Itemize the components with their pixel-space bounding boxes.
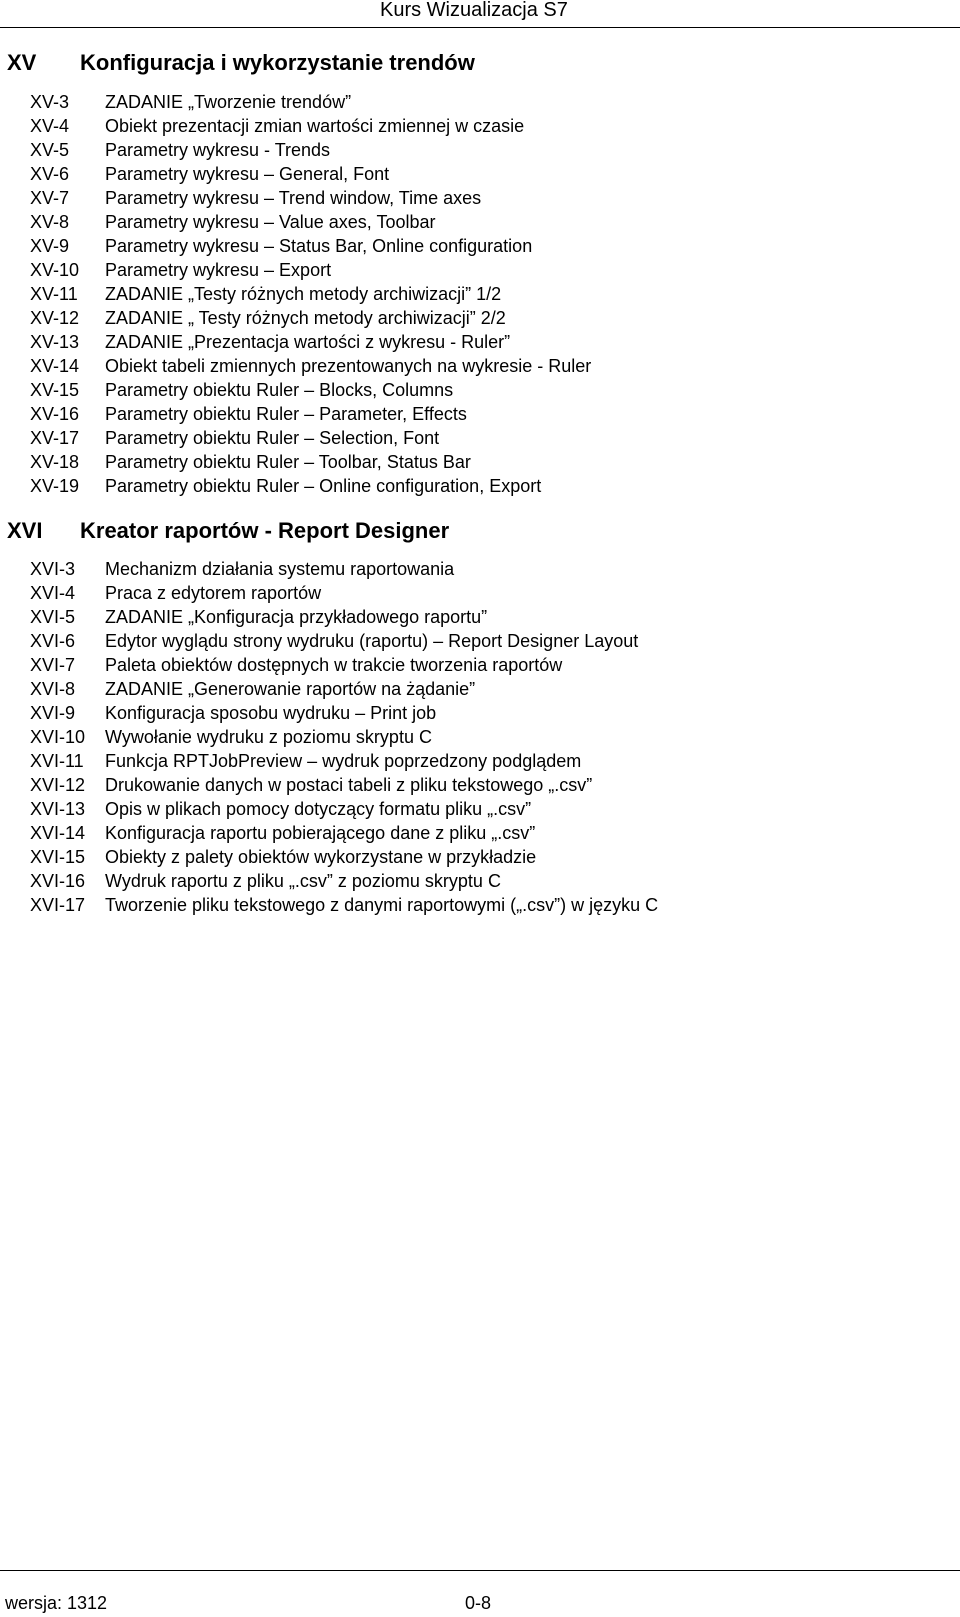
header-divider — [0, 27, 960, 28]
toc-entry-code: XV-16 — [30, 404, 80, 424]
toc-entry-title: Parametry wykresu – Status Bar, Online configuration — [105, 236, 533, 256]
toc-entry-code: XVI-6 — [30, 631, 76, 651]
toc-entry-title: Parametry obiektu Ruler – Selection, Font — [105, 428, 440, 448]
toc-entry-title: Obiekt tabeli zmiennych prezentowanych na wykresie - Ruler — [105, 356, 592, 376]
toc-entry-title: Praca z edytorem raportów — [105, 583, 322, 603]
toc-entry-code: XV-9 — [30, 236, 70, 256]
toc-entry-title: Konfiguracja sposobu wydruku – Print job — [105, 703, 437, 723]
toc-entry-code: XV-10 — [30, 260, 80, 280]
footer-page-number: 0-8 — [465, 1593, 492, 1613]
toc-entry-title: Parametry wykresu – Value axes, Toolbar — [105, 212, 436, 232]
toc-entry-title: ZADANIE „Generowanie raportów na żądanie” — [105, 679, 476, 699]
toc-entry-title: Wywołanie wydruku z poziomu skryptu C — [105, 727, 432, 747]
toc-entry-title: Tworzenie pliku tekstowego z danymi raportowymi („.csv”) w języku C — [105, 895, 659, 915]
toc-entry-code: XVI-12 — [30, 775, 86, 795]
toc-entry-code: XV-12 — [30, 308, 80, 328]
toc-entry-code: XV-7 — [30, 188, 70, 208]
toc-entry-title: Parametry obiektu Ruler – Blocks, Columns — [105, 380, 454, 400]
section-title: Konfiguracja i wykorzystanie trendów — [80, 50, 475, 75]
toc-entry-code: XV-3 — [30, 92, 70, 112]
header-title: Kurs Wizualizacja S7 — [380, 0, 568, 21]
toc-entry-code: XVI-4 — [30, 583, 76, 603]
toc-entry-code: XVI-9 — [30, 703, 76, 723]
toc-entry-title: ZADANIE „Tworzenie trendów” — [105, 92, 352, 112]
toc-entry-title: ZADANIE „Konfiguracja przykładowego raportu” — [105, 607, 488, 627]
toc-entry-code: XVI-11 — [30, 751, 84, 771]
toc-entry-title: Parametry wykresu – General, Font — [105, 164, 390, 184]
page-header — [0, 0, 960, 26]
toc-entry-title: ZADANIE „Prezentacja wartości z wykresu - Ruler” — [105, 332, 511, 352]
toc-entry-title: Edytor wyglądu strony wydruku (raportu) – Report Designer Layout — [105, 631, 639, 651]
section-number: XVI — [7, 518, 43, 543]
toc-entry-code: XV-11 — [30, 284, 78, 304]
toc-entry-title: Parametry wykresu – Trend window, Time axes — [105, 188, 482, 208]
toc-entry-title: Parametry obiektu Ruler – Toolbar, Status Bar — [105, 452, 471, 472]
footer-divider — [0, 1570, 960, 1571]
toc-entry-code: XV-18 — [30, 452, 80, 472]
toc-entry-title: Obiekty z palety obiektów wykorzystane w przykładzie — [105, 847, 537, 867]
toc-entry-title: Paleta obiektów dostępnych w trakcie tworzenia raportów — [105, 655, 563, 675]
toc-entry-code: XV-15 — [30, 380, 80, 400]
toc-entry-code: XVI-13 — [30, 799, 86, 819]
toc-entry-code: XV-19 — [30, 476, 80, 496]
toc-entry-code: XV-14 — [30, 356, 80, 376]
toc-entry-title: ZADANIE „ Testy różnych metody archiwizacji” 2/2 — [105, 308, 506, 328]
toc-entry-title: Obiekt prezentacji zmian wartości zmiennej w czasie — [105, 116, 525, 136]
toc-entry-code: XV-4 — [30, 116, 70, 136]
toc-entry-title: Mechanizm działania systemu raportowania — [105, 559, 455, 579]
toc-entry-title: ZADANIE „Testy różnych metody archiwizacji” 1/2 — [105, 284, 502, 304]
toc-entry-title: Drukowanie danych w postaci tabeli z pliku tekstowego „.csv” — [105, 775, 593, 795]
toc-entry-code: XVI-7 — [30, 655, 76, 675]
toc-entry-code: XVI-8 — [30, 679, 76, 699]
toc-entry-code: XVI-3 — [30, 559, 76, 579]
toc-entry-code: XV-6 — [30, 164, 70, 184]
toc-entry-code: XV-13 — [30, 332, 80, 352]
toc-entry-title: Wydruk raportu z pliku „.csv” z poziomu skryptu C — [105, 871, 501, 891]
toc-entry-title: Funkcja RPTJobPreview – wydruk poprzedzony podglądem — [105, 751, 582, 771]
toc-entry-title: Parametry wykresu - Trends — [105, 140, 331, 160]
toc-entry-code: XVI-16 — [30, 871, 86, 891]
toc-entry-title: Parametry obiektu Ruler – Online configuration, Export — [105, 476, 542, 496]
section-title: Kreator raportów - Report Designer — [80, 518, 450, 543]
toc-entry-code: XV-8 — [30, 212, 70, 232]
toc-entry-code: XV-5 — [30, 140, 70, 160]
toc-entry-title: Parametry obiektu Ruler – Parameter, Effects — [105, 404, 467, 424]
toc-entry-code: XVI-5 — [30, 607, 76, 627]
toc-entry-code: XVI-14 — [30, 823, 86, 843]
section-number: XV — [7, 50, 37, 75]
footer-version: wersja: 1312 — [5, 1593, 108, 1613]
toc-entry-title: Opis w plikach pomocy dotyczący formatu pliku „.csv” — [105, 799, 532, 819]
toc-entry-code: XVI-10 — [30, 727, 86, 747]
toc-entry-code: XV-17 — [30, 428, 80, 448]
toc-entry-code: XVI-17 — [30, 895, 86, 915]
toc-entry-code: XVI-15 — [30, 847, 86, 867]
toc-entry-title: Parametry wykresu – Export — [105, 260, 332, 280]
toc-entry-title: Konfiguracja raportu pobierającego dane z pliku „.csv” — [105, 823, 536, 843]
